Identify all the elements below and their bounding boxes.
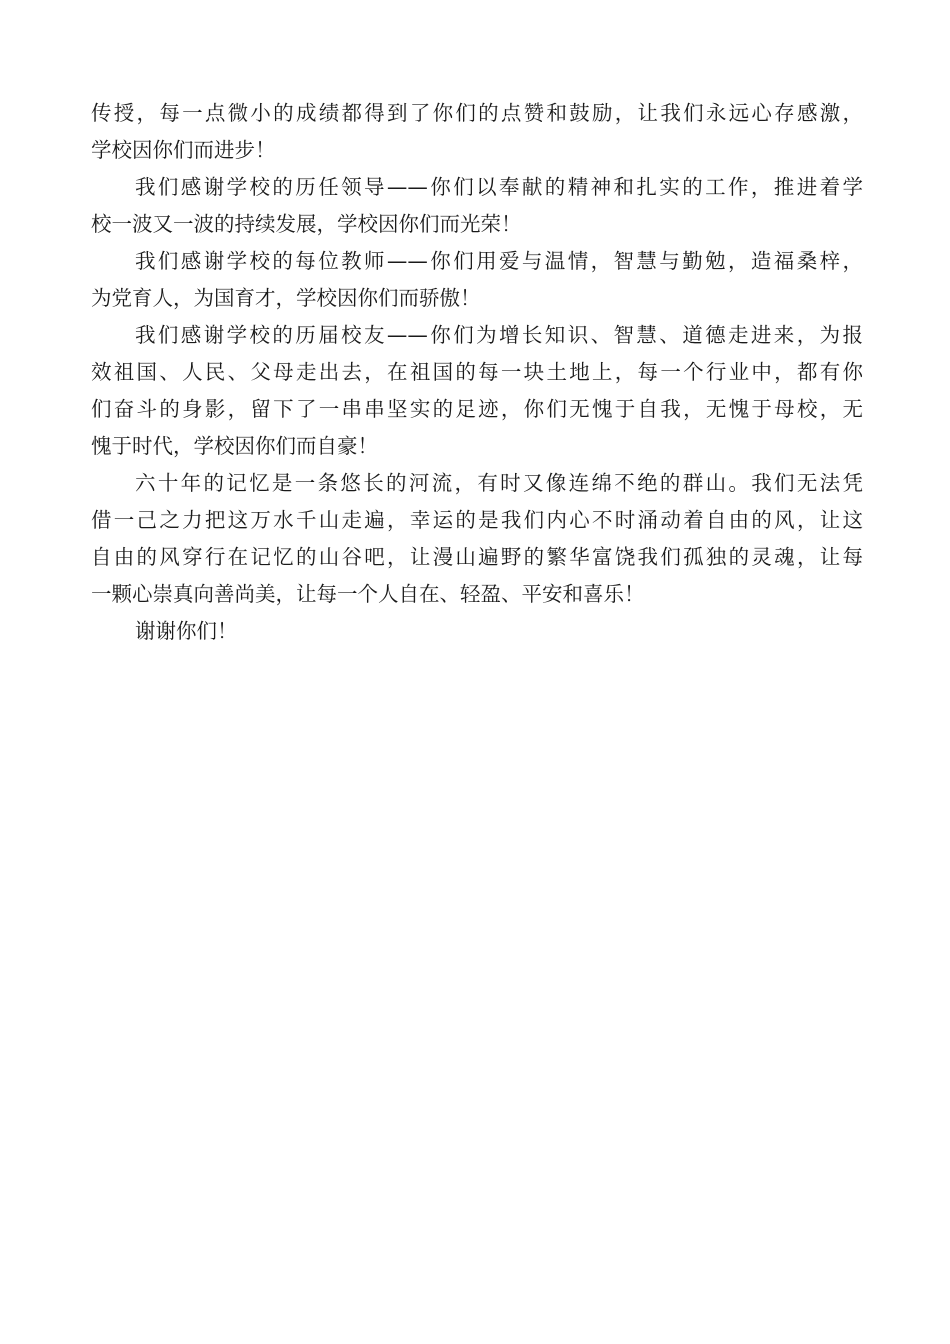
paragraph-memory-line: 六十年的记忆是一条悠长的河流，有时又像连绵不绝的群山。我们无法凭 <box>135 471 863 495</box>
paragraph-leaders-line: 校一波又一波的持续发展，学校因你们而光荣！ <box>91 212 522 236</box>
paragraph-alumni-line: 我们感谢学校的历届校友——你们为增长知识、智慧、道德走进来，为报 <box>135 323 863 347</box>
closing-thanks: 谢谢你们！ <box>135 619 238 643</box>
paragraph-teachers-line: 我们感谢学校的每位教师——你们用爱与温情，智慧与勤勉，造福桑梓， <box>135 249 863 273</box>
paragraph-continuation-line: 传授，每一点微小的成绩都得到了你们的点赞和鼓励，让我们永远心存感激， <box>91 101 863 125</box>
paragraph-teachers-line: 为党育人，为国育才，学校因你们而骄傲！ <box>91 286 481 310</box>
paragraph-memory-line: 一颗心崇真向善尚美，让每一个人自在、轻盈、平安和喜乐！ <box>91 582 645 606</box>
paragraph-alumni-line: 效祖国、人民、父母走出去，在祖国的每一块土地上，每一个行业中，都有你 <box>91 360 863 384</box>
document-body <box>91 95 863 650</box>
paragraph-continuation-line: 学校因你们而进步！ <box>91 138 276 162</box>
paragraph-leaders-line: 我们感谢学校的历任领导——你们以奉献的精神和扎实的工作，推进着学 <box>135 175 863 199</box>
paragraph-alumni-line: 愧于时代，学校因你们而自豪！ <box>91 434 378 458</box>
paragraph-memory-line: 自由的风穿行在记忆的山谷吧，让漫山遍野的繁华富饶我们孤独的灵魂，让每 <box>91 545 863 569</box>
paragraph-alumni-line: 们奋斗的身影，留下了一串串坚实的足迹，你们无愧于自我，无愧于母校，无 <box>91 397 863 421</box>
paragraph-memory-line: 借一己之力把这万水千山走遍，幸运的是我们内心不时涌动着自由的风，让这 <box>91 508 863 532</box>
